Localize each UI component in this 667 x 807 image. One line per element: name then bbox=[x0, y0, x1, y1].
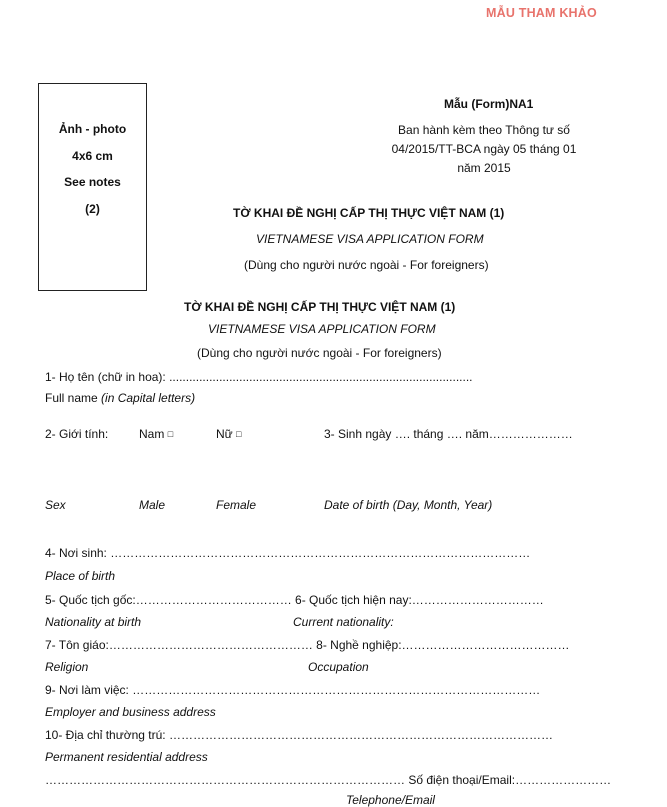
form-ref-line2: 04/2015/TT-BCA ngày 05 tháng 01 bbox=[391, 142, 577, 156]
form-subtitle-2: VIETNAMESE VISA APPLICATION FORM bbox=[208, 322, 436, 336]
female-checkbox[interactable]: □ bbox=[236, 429, 242, 439]
sex-label-vi: 2- Giới tính: bbox=[45, 427, 109, 441]
female-label-vi: Nữ bbox=[216, 427, 233, 441]
religion-occupation-fields[interactable]: 7- Tôn giáo:…………………………………………… 8- Nghề nghiệp:…………………………………… bbox=[45, 638, 570, 652]
employer-label-en: Employer and business address bbox=[45, 705, 216, 719]
male-label-en: Male bbox=[139, 498, 166, 512]
nationality-fields[interactable]: 5- Quốc tịch gốc:………………………………… 6- Quốc tịch hiện nay:…………………………… bbox=[45, 593, 544, 607]
form-title-2: TỜ KHAI ĐỀ NGHỊ CẤP THỊ THỰC VIỆT NAM (1) bbox=[184, 300, 456, 314]
form-ref-line3: năm 2015 bbox=[457, 161, 511, 175]
photo-note-number: (2) bbox=[85, 202, 100, 216]
current-nationality-label-en: Current nationality: bbox=[293, 615, 394, 629]
male-option[interactable] bbox=[139, 427, 173, 441]
dob-label-en: Date of birth (Day, Month, Year) bbox=[324, 498, 493, 512]
male-checkbox[interactable]: □ bbox=[167, 429, 174, 439]
nationality-birth-label-en: Nationality at birth bbox=[45, 615, 142, 629]
photo-see-notes: See notes bbox=[64, 175, 121, 189]
place-of-birth-label-en: Place of birth bbox=[45, 569, 116, 583]
sex-label-en: Sex bbox=[45, 498, 66, 512]
photo-box bbox=[38, 83, 147, 291]
photo-label: Ảnh - photo bbox=[58, 122, 127, 136]
full-name-label-en-italic: (in Capital letters) bbox=[101, 391, 196, 405]
phone-email-field[interactable]: ……………………………………………………………………………… Số điện thoại/Email:…………………… bbox=[45, 773, 612, 787]
form-title: TỜ KHAI ĐỀ NGHỊ CẤP THỊ THỰC VIỆT NAM (1) bbox=[233, 206, 505, 220]
occupation-label-en: Occupation bbox=[308, 660, 369, 674]
form-ref-line1: Ban hành kèm theo Thông tư số bbox=[398, 123, 570, 137]
watermark-text: MẪU THAM KHẢO bbox=[486, 6, 597, 20]
permanent-address-label-en: Permanent residential address bbox=[45, 750, 208, 764]
phone-email-label-en: Telephone/Email bbox=[346, 793, 435, 807]
photo-size: 4x6 cm bbox=[72, 149, 113, 163]
form-note: (Dùng cho người nước ngoài - For foreigners) bbox=[244, 258, 489, 272]
form-code: Mẫu (Form)NA1 bbox=[444, 97, 534, 111]
female-label-en: Female bbox=[216, 498, 257, 512]
female-option[interactable] bbox=[216, 427, 241, 441]
permanent-address-field[interactable]: 10- Địa chỉ thường trú: …………………………………………………………………………………… bbox=[45, 728, 553, 742]
form-subtitle: VIETNAMESE VISA APPLICATION FORM bbox=[256, 232, 484, 246]
form-reference bbox=[386, 121, 582, 178]
employer-field[interactable]: 9- Nơi làm việc: ………………………………………………………………………………………… bbox=[45, 683, 541, 697]
male-label-vi: Nam bbox=[139, 427, 165, 441]
place-of-birth-field[interactable]: 4- Nơi sinh: …………………………………………………………………………………………… bbox=[45, 546, 531, 560]
religion-label-en: Religion bbox=[45, 660, 89, 674]
form-note-2: (Dùng cho người nước ngoài - For foreigners) bbox=[197, 346, 442, 360]
full-name-field[interactable]: 1- Họ tên (chữ in hoa): ........................................................................................... bbox=[45, 370, 473, 384]
full-name-label-en bbox=[45, 391, 195, 405]
date-of-birth-field[interactable]: 3- Sinh ngày …. tháng …. năm………………… bbox=[324, 427, 573, 441]
full-name-label-en-text: Full name bbox=[45, 391, 102, 405]
